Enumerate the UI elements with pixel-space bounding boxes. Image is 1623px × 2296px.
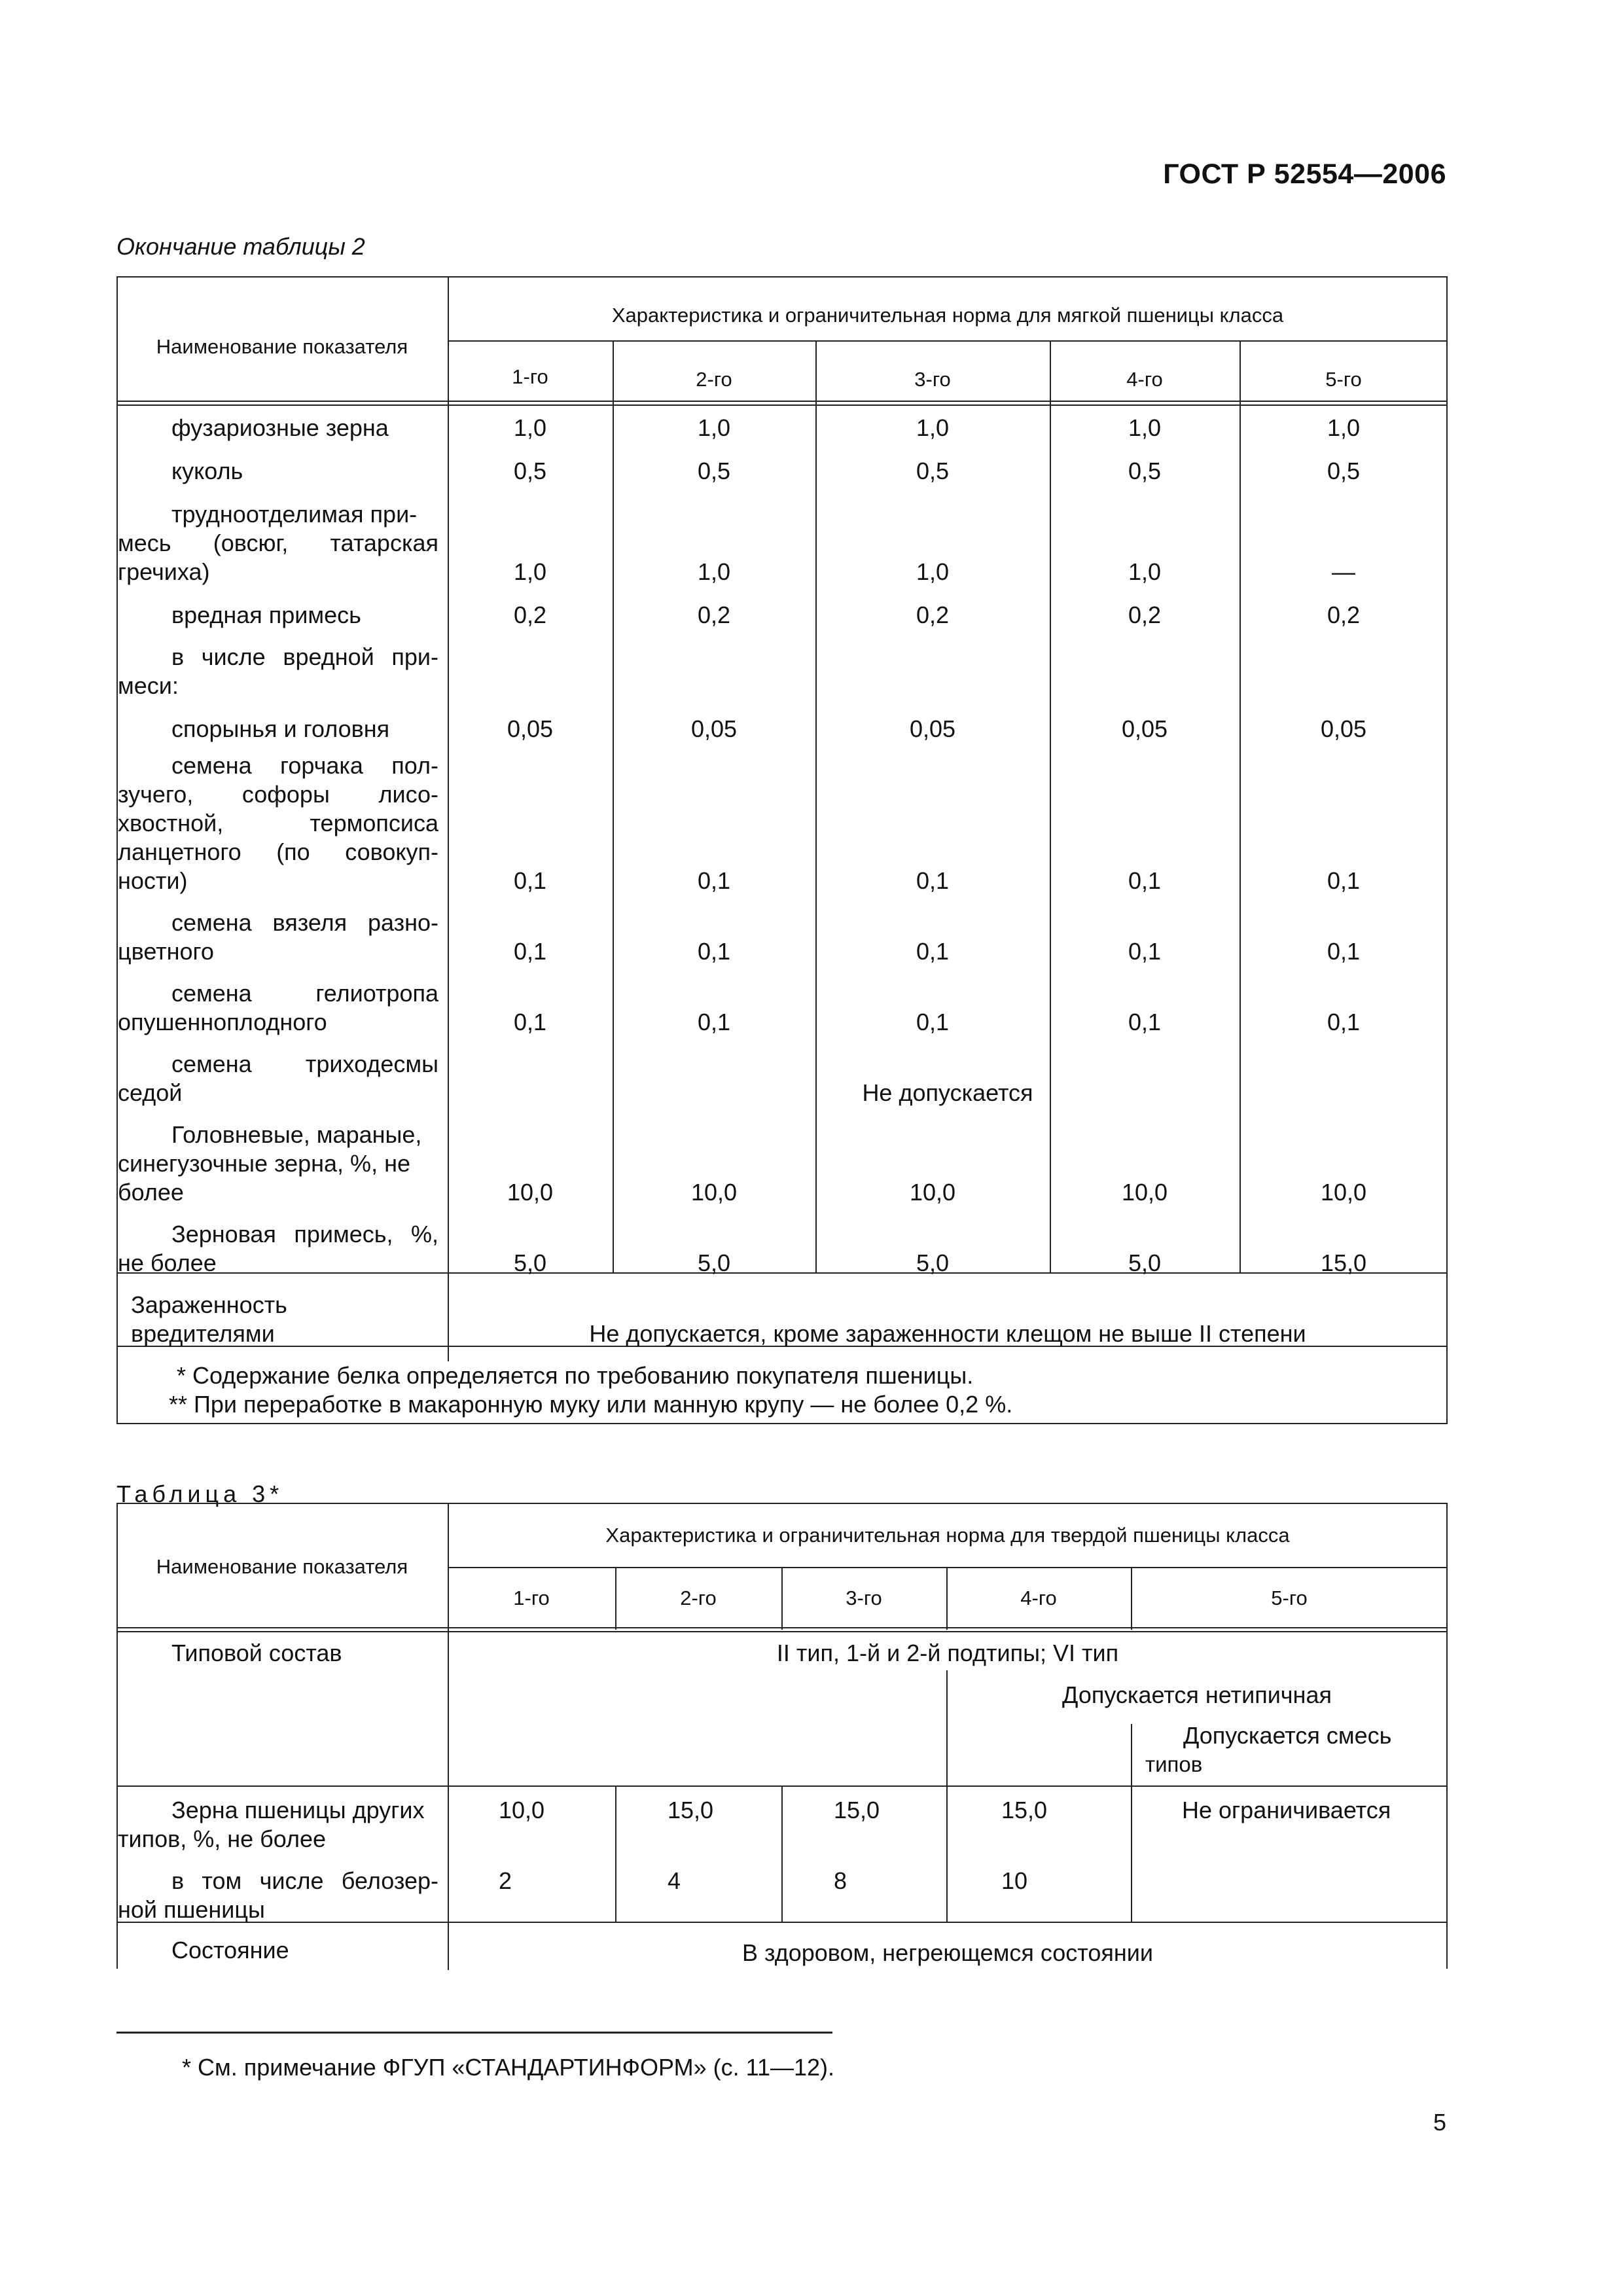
table-cell: 8 — [834, 1867, 847, 1894]
table-cell: 5,0 — [1128, 1249, 1162, 1276]
table-row-label: ности) — [118, 867, 188, 894]
table-row-label: вредителями — [131, 1320, 275, 1347]
table-cell: 10,0 — [1320, 1179, 1367, 1206]
table-cell: 0,5 — [1327, 457, 1361, 484]
table-cell: 15,0 — [834, 1797, 880, 1823]
table-cell: 0,1 — [916, 938, 950, 965]
table-cell: 1,0 — [916, 558, 950, 585]
table-cell: 15,0 — [1001, 1797, 1048, 1823]
table-row-label: зучего, софоры лисо- — [118, 781, 438, 808]
table2-class-2: 2-го — [696, 368, 732, 391]
table-row-label: цветного — [118, 938, 214, 965]
table-cell: 1,0 — [697, 414, 731, 441]
table-cell: — — [1332, 558, 1355, 585]
table-cell: 5,0 — [697, 1249, 731, 1276]
table-row-label: более — [118, 1179, 184, 1206]
table-cell: 10 — [1001, 1867, 1028, 1894]
table-row-label: Зерна пшеницы других — [171, 1797, 425, 1823]
table-cell: 0,2 — [697, 601, 731, 628]
table-cell: 0,5 — [1128, 457, 1162, 484]
table-cell: 0,1 — [1327, 1009, 1361, 1035]
table-row-label: Зараженность — [131, 1291, 287, 1318]
table-row-label: меси: — [118, 672, 179, 699]
table3-group-header: Характеристика и ограничительная норма для твердой пшеницы класса — [605, 1524, 1290, 1547]
table3-class-4: 4-го — [1020, 1587, 1057, 1609]
table-cell: 0,1 — [513, 1009, 547, 1035]
merged-cell: В здоровом, негреющемся состоянии — [742, 1939, 1153, 1966]
table-cell: 1,0 — [697, 558, 731, 585]
table-row-label: ланцетного (по совокуп- — [118, 838, 438, 865]
table-cell: 0,2 — [916, 601, 950, 628]
table-cell: 0,05 — [909, 715, 956, 742]
table-row-label: опушенноплодного — [118, 1009, 327, 1035]
table2-caption: Окончание таблицы 2 — [116, 233, 365, 260]
table3-class-1: 1-го — [513, 1587, 550, 1609]
table-cell: 0,1 — [1128, 938, 1162, 965]
table-row-label: семена триходесмы — [171, 1050, 438, 1077]
table-row-label: спорынья и головня — [171, 715, 390, 742]
table-row-label: синегузочные зерна, %, не — [118, 1150, 410, 1177]
table-cell: 0,05 — [690, 715, 738, 742]
table2-col-header: Наименование показателя — [156, 335, 408, 358]
table-row-label: гречиха) — [118, 558, 210, 585]
page-number: 5 — [1433, 2109, 1446, 2136]
table-cell: 0,1 — [916, 1009, 950, 1035]
table-cell: 5,0 — [513, 1249, 547, 1276]
table-cell: 15,0 — [1320, 1249, 1367, 1276]
table3-class-3: 3-го — [846, 1587, 882, 1609]
table-row-label: месь (овсюг, татарская — [118, 529, 438, 556]
table-cell: 0,2 — [1327, 601, 1361, 628]
table-cell: 1,0 — [1128, 414, 1162, 441]
table-row-label: семена гелиотропа — [171, 980, 438, 1007]
table-cell: 0,2 — [513, 601, 547, 628]
merged-cell: Не допускается, кроме зараженности клещом не выше II степени — [589, 1320, 1306, 1347]
table-row-label: в числе вредной при- — [171, 643, 438, 670]
table-cell: 0,5 — [916, 457, 950, 484]
table-cell: 0,05 — [1121, 715, 1168, 742]
table-row-label: куколь — [171, 457, 243, 484]
table-cell: 0,1 — [697, 1009, 731, 1035]
table-note: * Содержание белка определяется по требованию покупателя пшеницы. — [177, 1362, 974, 1389]
table2-class-4: 4-го — [1126, 368, 1163, 391]
table-cell: 0,1 — [697, 867, 731, 894]
table-cell: 0,1 — [1327, 938, 1361, 965]
merged-cell: Не допускается — [862, 1079, 1033, 1106]
merged-cell: II тип, 1-й и 2-й подтипы; VI тип — [776, 1640, 1119, 1666]
table-cell: 10,0 — [1121, 1179, 1168, 1206]
table-row-label: в том числе белозер- — [171, 1867, 438, 1894]
table-cell: 0,5 — [697, 457, 731, 484]
table-row-label: седой — [118, 1079, 183, 1106]
table-cell: 1,0 — [513, 558, 547, 585]
merged-cell: Допускается нетипичная — [1062, 1681, 1332, 1708]
table-cell: 10,0 — [690, 1179, 738, 1206]
table3-col-header: Наименование показателя — [156, 1555, 408, 1578]
table-cell: 2 — [499, 1867, 512, 1894]
table-cell: 1,0 — [916, 414, 950, 441]
table-row-label: Типовой состав — [171, 1640, 342, 1666]
table2-class-3: 3-го — [914, 368, 951, 391]
document-code: ГОСТ Р 52554—2006 — [1163, 158, 1446, 190]
table-row-label: семена вязеля разно- — [171, 909, 438, 936]
merged-cell: Допускается смесь — [1183, 1722, 1392, 1749]
table-cell: 0,1 — [1327, 867, 1361, 894]
table-cell: 0,1 — [1128, 867, 1162, 894]
table-cell: 5,0 — [916, 1249, 950, 1276]
table2-class-5: 5-го — [1325, 368, 1362, 391]
table-cell: 0,1 — [1128, 1009, 1162, 1035]
table-note: ** При переработке в макаронную муку или манную крупу — не более 0,2 %. — [169, 1391, 1013, 1418]
table-cell: 4 — [668, 1867, 681, 1894]
table-cell: 0,1 — [697, 938, 731, 965]
table-cell: 10,0 — [909, 1179, 956, 1206]
table2-group-header: Характеристика и ограничительная норма для мягкой пшеницы класса — [611, 304, 1284, 327]
table-row-label: Зерновая примесь, %, — [171, 1221, 438, 1247]
table-cell: 0,1 — [513, 867, 547, 894]
table-row-label: не более — [118, 1249, 217, 1276]
table3-class-5: 5-го — [1271, 1587, 1308, 1609]
table-cell: 0,2 — [1128, 601, 1162, 628]
table-row-label: Головневые, мараные, — [171, 1121, 422, 1148]
table-cell: 0,1 — [916, 867, 950, 894]
table-row-label: типов, %, не более — [118, 1825, 327, 1852]
table-cell: Не ограничивается — [1182, 1797, 1391, 1823]
table-cell: 0,05 — [507, 715, 554, 742]
footnote-rule — [116, 2032, 832, 2034]
table-row-label: трудноотделимая при- — [171, 501, 418, 528]
table-row-label: хвостной, термопсиса — [118, 810, 438, 836]
table-cell: 0,05 — [1320, 715, 1367, 742]
table-cell: 0,1 — [513, 938, 547, 965]
table-cell: 15,0 — [668, 1797, 714, 1823]
table-row-label: вредная примесь — [171, 601, 361, 628]
table-row-label: ной пшеницы — [118, 1896, 265, 1923]
table-cell: 1,0 — [1128, 558, 1162, 585]
table-cell: 0,5 — [513, 457, 547, 484]
table-cell: 10,0 — [507, 1179, 554, 1206]
table3-class-2: 2-го — [680, 1587, 717, 1609]
table3-caption: Таблица 3* — [116, 1480, 284, 1507]
merged-cell: типов — [1145, 1752, 1203, 1776]
table2-class-1: 1-го — [512, 365, 548, 388]
table-row-label: Состояние — [171, 1937, 289, 1964]
table-cell: 10,0 — [499, 1797, 545, 1823]
table-cell: 1,0 — [513, 414, 547, 441]
table-row-label: фузариозные зерна — [171, 414, 389, 441]
footnote: * См. примечание ФГУП «СТАНДАРТИНФОРМ» (с. 11—12). — [182, 2054, 835, 2081]
table-row-label: семена горчака пол- — [171, 752, 438, 779]
table-cell: 1,0 — [1327, 414, 1361, 441]
